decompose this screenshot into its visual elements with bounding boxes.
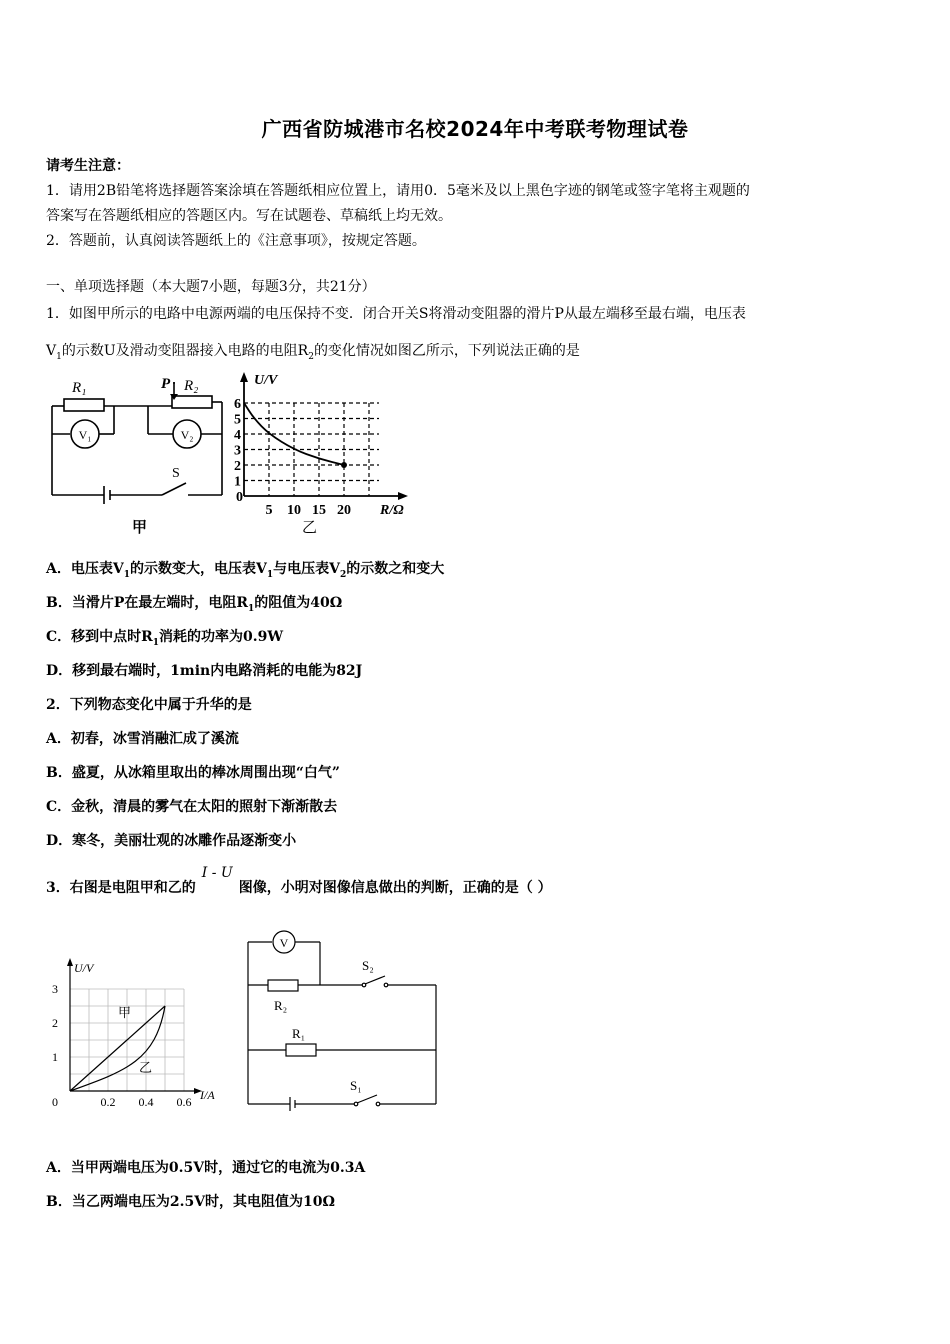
q1-origin: 0 xyxy=(236,490,243,505)
q1-x-tick: 5 xyxy=(265,503,273,518)
q1-ylabel: U/V xyxy=(254,373,278,388)
q1-option-c[interactable]: C．移到中点时$R_1$消耗的功率为0.9W xyxy=(46,629,284,648)
q1-caption-jia: 甲 xyxy=(132,520,148,536)
q1-y-tick: 3 xyxy=(234,443,241,459)
page-title: 广西省防城港市名校2024年中考联考物理试卷 xyxy=(261,117,689,141)
q1-caption-yi: 乙 xyxy=(302,520,318,536)
q3-label-s1: S₁ xyxy=(350,1078,362,1093)
q1-label-p: P xyxy=(161,376,171,392)
q3-option-b[interactable]: B．当乙两端电压为2.5V时，其电阻值为10Ω xyxy=(46,1194,335,1210)
q1-resistor-r1 xyxy=(64,399,104,411)
q3-y-tick: 2 xyxy=(52,1016,58,1030)
q1-stem-line-1: 1．如图甲所示的电路中电源两端的电压保持不变．闭合开关S将滑动变阻器的滑片P从最左端移至最右端，电压表 xyxy=(46,306,746,322)
q1-option-d[interactable]: D．移到最右端时，1min内电路消耗的电能为82J xyxy=(46,663,363,679)
q3-circuit-figure xyxy=(238,928,443,1113)
q3-label-s2: S₂ xyxy=(362,958,374,973)
q1-label-r1: R₁ xyxy=(72,380,87,396)
q1-x-tick: 20 xyxy=(337,503,351,518)
q2-option-b[interactable]: B．盛夏，从冰箱里取出的棒冰周围出现“白气” xyxy=(46,765,340,781)
q3-resistor-r2 xyxy=(268,980,298,991)
q3-x-tick: 0.4 xyxy=(138,1095,154,1109)
notice-header: 请考生注意： xyxy=(46,158,130,174)
q3-origin: 0 xyxy=(52,1095,58,1109)
q3-label-r1: R₁ xyxy=(292,1026,306,1041)
q3-resistor-r1 xyxy=(286,1044,316,1056)
q3-ylabel: U/V xyxy=(74,961,94,975)
q1-xlabel: R/Ω xyxy=(380,503,404,518)
q3-label-r2: R₂ xyxy=(274,998,288,1013)
q1-option-a[interactable]: A．电压表$V_1$的示数变大，电压表$V_1$与电压表$V_2$的示数之和变大 xyxy=(46,561,445,580)
q1-y-tick: 6 xyxy=(234,397,241,412)
q3-y-tick: 1 xyxy=(52,1050,58,1064)
q1-data-point xyxy=(341,462,347,468)
q1-y-tick: 2 xyxy=(234,459,241,474)
q3-graph-figure xyxy=(40,952,235,1117)
q3-x-tick: 0.2 xyxy=(100,1095,116,1109)
notice-line-3: 2．答题前，认真阅读答题纸上的《注意事项》，按规定答题。 xyxy=(46,233,426,249)
q3-option-a[interactable]: A．当甲两端电压为0.5V时，通过它的电流为0.3A xyxy=(46,1160,366,1176)
q1-y-tick: 1 xyxy=(234,474,241,490)
q3-x-tick: 0.6 xyxy=(176,1095,192,1109)
q2-option-c[interactable]: C．金秋，清晨的雾气在太阳的照射下渐渐散去 xyxy=(46,799,338,815)
q1-label-s: S xyxy=(172,466,180,481)
notice-line-2: 答案写在答题纸相应的答题区内。写在试题卷、草稿纸上均无效。 xyxy=(46,208,452,224)
q1-x-tick: 15 xyxy=(312,503,326,518)
q3-label-v: V xyxy=(279,936,289,950)
q1-label-v2: V₂ xyxy=(180,428,194,442)
q3-stem: 3．右图是电阻甲和乙的I - U图像，小明对图像信息做出的判断，正确的是（ ） xyxy=(46,865,552,896)
q2-option-d[interactable]: D．寒冬，美丽壮观的冰雕作品逐渐变小 xyxy=(46,833,297,849)
notice-line-1: 1．请用2B铅笔将选择题答案涂填在答题纸相应位置上，请用0．5毫米及以上黑色字迹的钢笔或签字笔将主观题的 xyxy=(46,183,750,199)
q3-label-yi: 乙 xyxy=(139,1060,153,1075)
q3-xlabel: I/A xyxy=(200,1088,215,1102)
q3-label-jia: 甲 xyxy=(118,1005,132,1020)
q1-graph-figure xyxy=(232,370,422,545)
q1-label-r2: R₂ xyxy=(184,378,199,394)
q1-option-b[interactable]: B．当滑片P在最左端时，电阻$R_1$的阻值为40Ω xyxy=(46,595,343,614)
q2-stem: 2．下列物态变化中属于升华的是 xyxy=(46,697,252,713)
q3-y-tick: 3 xyxy=(52,982,58,996)
q1-resistor-r2 xyxy=(172,396,212,408)
q1-label-v1: V₁ xyxy=(78,428,92,442)
q2-option-a[interactable]: A．初春，冰雪消融汇成了溪流 xyxy=(46,731,239,747)
q1-circuit-figure xyxy=(44,370,234,540)
q1-x-tick: 10 xyxy=(287,503,301,518)
section-heading: 一、单项选择题（本大题7小题，每题3分，共21分） xyxy=(46,279,376,295)
q1-stem-line-2: $V_1$的示数U及滑动变阻器接入电路的电阻$R_2$的变化情况如图乙所示，下列说法正确的是 xyxy=(46,343,580,362)
q1-y-tick: 4 xyxy=(234,428,241,443)
q1-y-tick: 5 xyxy=(234,412,241,428)
